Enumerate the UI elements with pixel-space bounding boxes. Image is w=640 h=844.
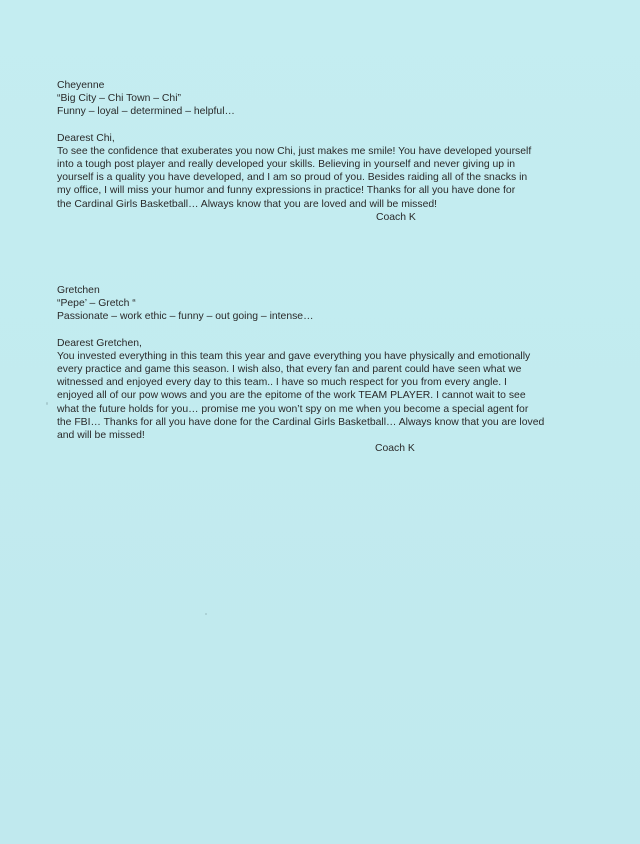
player-traits: Funny – loyal – determined – helpful… [57,106,235,118]
body-line: witnessed and enjoyed every day to this team.. I have so much respect for you from every angle. I [57,377,507,389]
body-line: the Cardinal Girls Basketball… Always know that you are loved and will be missed! [57,198,438,210]
player-traits: Passionate – work ethic – funny – out going – intense… [57,311,314,323]
signature: Coach K [376,211,416,223]
scan-speck [46,402,48,405]
letter-gretchen [57,284,617,455]
letter-cheyenne [57,79,617,224]
player-name: Cheyenne [57,80,105,91]
body-line: You invested everything in this team this year and gave everything you have physically and emotionally [57,350,531,362]
body-line: every practice and game this season. I wish also, that every fan and parent could have seen what we [57,364,522,376]
letter-greeting: Dearest Chi, [57,132,115,144]
player-nickname: “Big City – Chi Town – Chi” [57,93,181,105]
letter-greeting: Dearest Gretchen, [57,337,142,349]
player-name: Gretchen [57,285,100,296]
body-line: what the future holds for you… promise me you won’t spy on me when you become a special agent for [57,403,529,415]
body-line: and will be missed! [57,430,145,442]
body-line: yourself is a quality you have developed, and I am so proud of you. Besides raiding all of the snacks in [57,172,528,184]
body-line: To see the confidence that exuberates you now Chi, just makes me smile! You have developed yourself [57,145,532,157]
body-line: the FBI… Thanks for all you have done for the Cardinal Girls Basketball… Always know that you are loved [57,416,545,428]
body-line: my office, I will miss your humor and funny expressions in practice! Thanks for all you have done for [57,185,516,197]
body-line: into a tough post player and really developed your skills. Believing in yourself and never giving up in [57,159,516,171]
signature: Coach K [375,443,415,455]
player-nickname: “Pepe’ – Gretch “ [57,298,136,310]
scan-speck [205,613,207,615]
body-line: enjoyed all of our pow wows and you are the epitome of the work TEAM PLAYER. I cannot wait to see [57,390,526,402]
